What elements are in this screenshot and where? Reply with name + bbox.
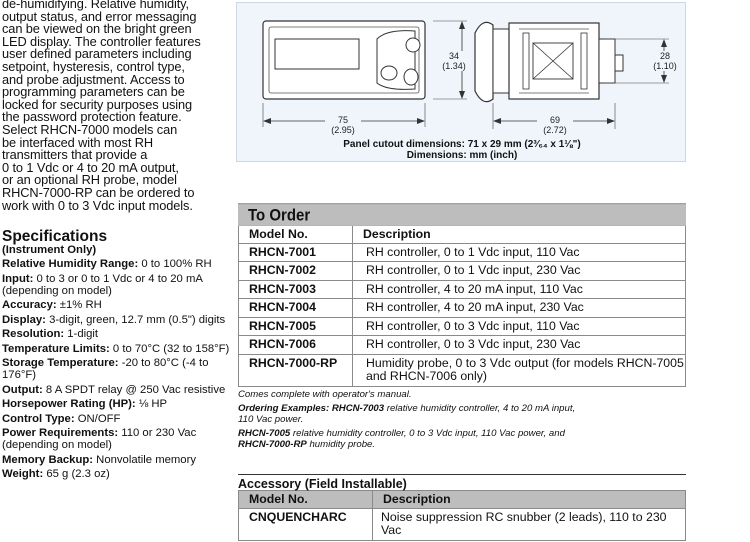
- description-cell: RH controller, 4 to 20 mA input, 110 Vac: [353, 280, 686, 299]
- diagram-caption-units: Dimensions: mm (inch): [406, 150, 518, 161]
- button-icon: [404, 69, 418, 85]
- spec-value: 8 A SPDT relay @ 250 Vac resistive: [42, 383, 226, 396]
- description-cell: Humidity probe, 0 to 3 Vdc output (for models RHCN-7005 and RHCN-7006 only): [353, 354, 686, 386]
- model-cell: RHCN-7002: [239, 262, 353, 281]
- model-cell: RHCN-7006: [239, 336, 353, 355]
- spec-item: [2, 454, 230, 466]
- spec-item: [2, 468, 230, 480]
- specifications-heading: Specifications: [2, 228, 108, 246]
- accessory-table: [238, 490, 686, 541]
- spec-value: ON/OFF: [74, 412, 121, 425]
- description-cell: RH controller, 4 to 20 mA input, 230 Vac: [353, 299, 686, 318]
- spec-label: Temperature Limits:: [2, 342, 110, 355]
- description-cell: RH controller, 0 to 3 Vdc input, 230 Vac: [353, 336, 686, 355]
- accessory-table-header: [239, 491, 686, 509]
- table-row: [239, 336, 686, 355]
- dim-69-inch-label: (2.72): [543, 125, 567, 135]
- button-icon: [381, 66, 397, 80]
- spec-value: ⅛ HP: [135, 398, 168, 411]
- spec-item: [2, 273, 230, 298]
- dim-75-label: 75: [337, 115, 348, 125]
- spec-item: [2, 314, 230, 326]
- spec-item: [2, 398, 230, 410]
- accessory-section: [238, 474, 686, 541]
- spec-label: Input:: [2, 272, 34, 285]
- table-row: [239, 317, 686, 336]
- side-bezel: [475, 22, 493, 101]
- model-cell: RHCN-7004: [239, 299, 353, 318]
- order-col-model: Model No.: [239, 226, 353, 244]
- order-section: [238, 204, 686, 454]
- spec-item: [2, 299, 230, 311]
- left-column: [2, 0, 230, 481]
- model-cell: RHCN-7001: [239, 243, 353, 262]
- spec-value: 0 to 100% RH: [138, 258, 212, 271]
- spec-label: Power Requirements:: [2, 426, 119, 439]
- order-table: [238, 225, 686, 387]
- dim-75-inch-label: (2.95): [331, 125, 355, 135]
- order-note-example-2: RHCN-7005 relative humidity controller, 0 to 3 Vdc input, 110 Vac power, and RHCN-7000-RP humidity probe.: [238, 428, 565, 450]
- order-notes: [238, 390, 686, 451]
- spec-value: 65 g (2.3 oz): [43, 468, 110, 481]
- spec-value: 1-digit: [64, 328, 99, 341]
- description-cell: RH controller, 0 to 3 Vdc input, 110 Vac: [353, 317, 686, 336]
- accessory-col-model: Model No.: [239, 491, 373, 509]
- specifications-subheading: (Instrument Only): [2, 244, 97, 257]
- table-row: [239, 280, 686, 299]
- model-cell: CNQUENCHARC: [239, 508, 373, 540]
- order-col-description: Description: [353, 226, 686, 244]
- spec-label: Relative Humidity Range:: [2, 258, 139, 271]
- model-cell: RHCN-7003: [239, 280, 353, 299]
- spec-value: 110 or 230 Vac (depending on model): [2, 426, 197, 452]
- dim-28-label: 28: [659, 51, 670, 61]
- spec-value: 3-digit, green, 12.7 mm (0.5") digits: [45, 313, 226, 326]
- spec-value: 0 to 70°C (32 to 158°F): [109, 342, 230, 355]
- spec-value: ±1% RH: [56, 299, 102, 312]
- button-icon: [406, 38, 420, 52]
- table-row: [239, 262, 686, 281]
- spec-item: [2, 384, 230, 396]
- spec-item: [2, 413, 230, 425]
- order-note-manual: Comes complete with operator's manual.: [238, 388, 412, 400]
- spec-item: [2, 357, 230, 382]
- model-cell: RHCN-7005: [239, 317, 353, 336]
- spec-item: [2, 328, 230, 340]
- order-note-example-1: Ordering Examples: RHCN-7003 relative humidity controller, 4 to 20 mA input, 110 Vac power.: [238, 403, 576, 425]
- spec-label: Output:: [2, 383, 43, 396]
- spec-label: Horsepower Rating (HP):: [2, 398, 136, 411]
- description-cell: RH controller, 0 to 1 Vdc input, 110 Vac: [353, 243, 686, 262]
- spec-value: Nonvolatile memory: [93, 453, 196, 466]
- spec-label: Accuracy:: [2, 299, 57, 312]
- accessory-title: Accessory (Field Installable): [238, 474, 686, 490]
- table-row: [239, 243, 686, 262]
- intro-paragraph: de-humidifying. Relative humidity, output status, and error messaging can be viewed on the bright green LED display. The controller features user defined parameters including setpoint, hysteresis, control type, and probe adjustment. Access to programming parameters can be locked for security purposes using the password protection feature. Select RHCN-7000 models can be interfaced with most RH transmitters that provide a 0 to 1 Vdc or 4 to 20 mA output, or an optional RH probe, model RHCN-7000-RP can be ordered to work with 0 to 3 Vdc input models.: [2, 0, 201, 213]
- spec-item: [2, 427, 230, 452]
- spec-item: [2, 343, 230, 355]
- specifications-list: [2, 258, 230, 481]
- spec-label: Storage Temperature:: [2, 356, 119, 369]
- spec-label: Resolution:: [2, 328, 65, 341]
- table-row: [239, 299, 686, 318]
- dimension-diagram: [236, 2, 686, 162]
- spec-label: Display:: [2, 313, 46, 326]
- dim-28-inch-label: (1.10): [653, 61, 677, 71]
- accessory-col-description: Description: [373, 491, 686, 509]
- order-title: To Order: [238, 203, 686, 226]
- dim-34-label: 34: [448, 51, 459, 61]
- diagram-caption-cutout: Panel cutout dimensions: 71 x 29 mm (2³⁄₆₄ x 1⅛"): [343, 139, 581, 150]
- table-row: [239, 354, 686, 386]
- spec-item: [2, 258, 230, 270]
- spec-label: Control Type:: [2, 412, 75, 425]
- dim-34-inch-label: (1.34): [442, 61, 466, 71]
- spec-label: Weight:: [2, 468, 44, 481]
- table-row: [239, 508, 686, 540]
- dim-69-label: 69: [549, 115, 560, 125]
- description-cell: RH controller, 0 to 1 Vdc input, 230 Vac: [353, 262, 686, 281]
- display-window: [275, 39, 359, 69]
- description-cell: Noise suppression RC snubber (2 leads), 110 to 230 Vac: [373, 508, 686, 540]
- spec-value: 0 to 3 or 0 to 1 Vdc or 4 to 20 mA (depending on model): [2, 272, 203, 297]
- spec-label: Memory Backup:: [2, 453, 94, 466]
- order-table-header: [239, 226, 686, 244]
- model-cell: RHCN-7000-RP: [239, 354, 353, 386]
- spec-value: -20 to 80°C (-4 to 176°F): [2, 356, 209, 382]
